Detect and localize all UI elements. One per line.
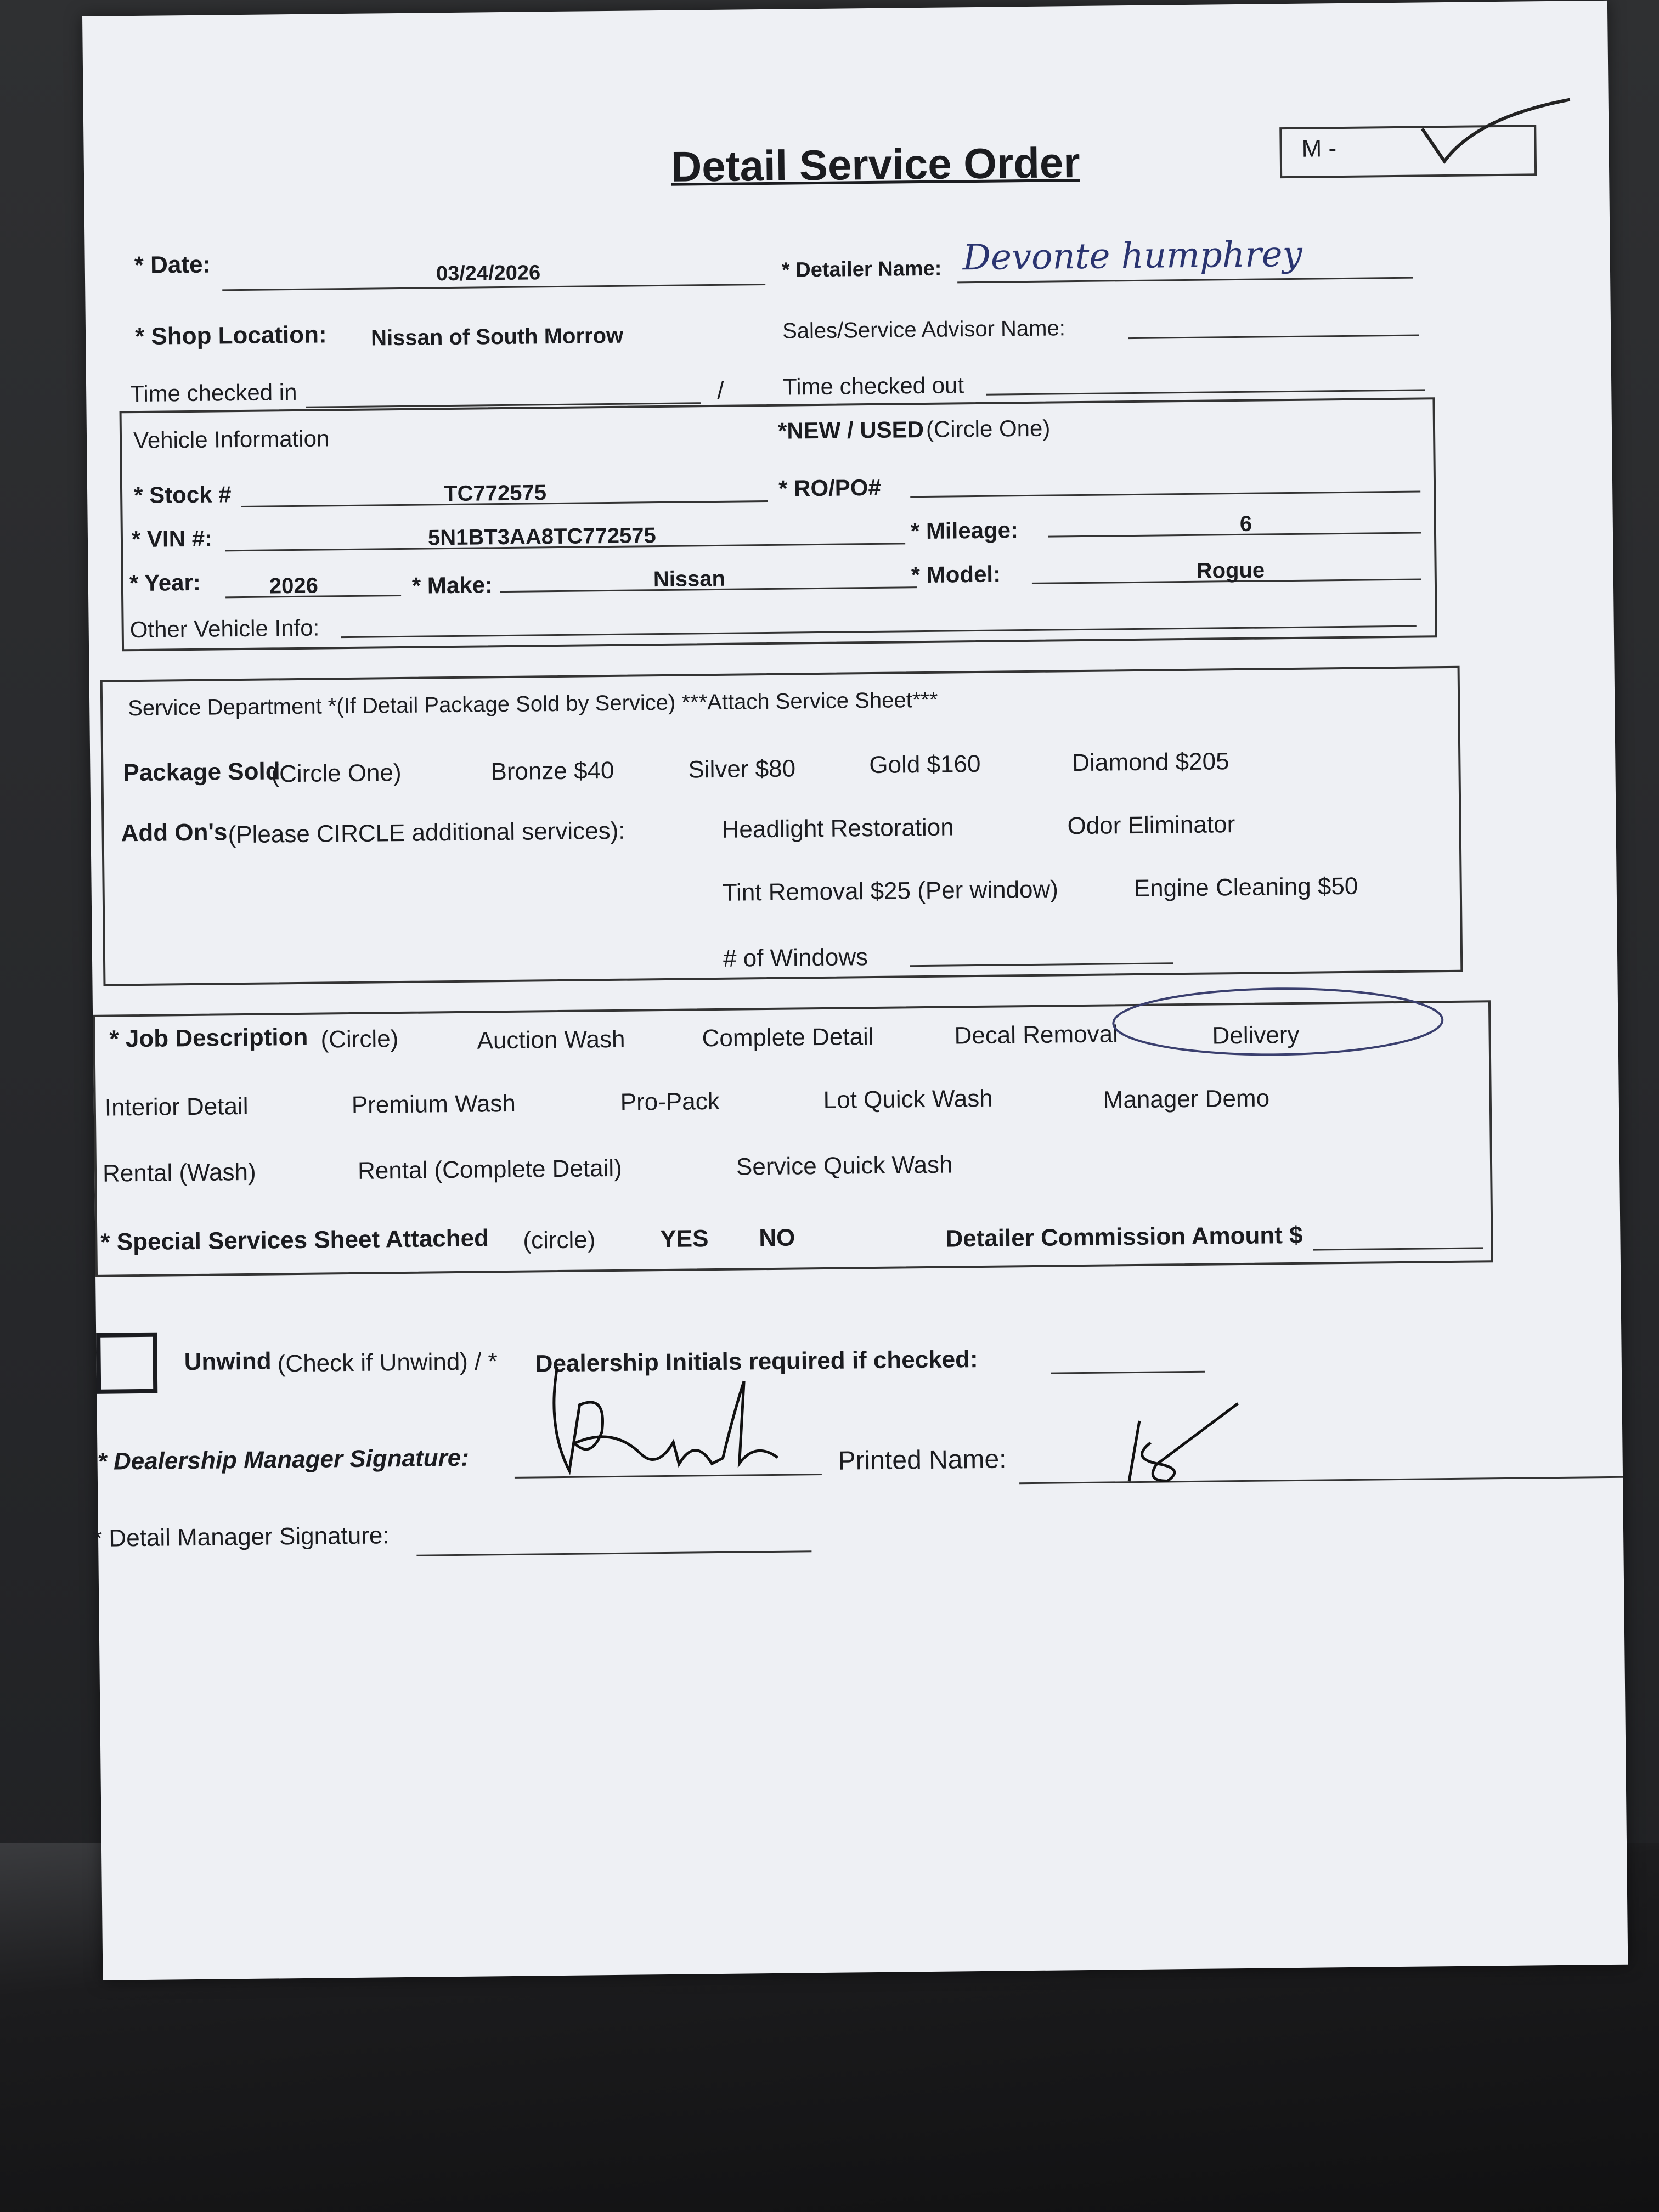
- job-hint: (Circle): [320, 1025, 399, 1053]
- unwind-hint: (Check if Unwind) / *: [277, 1348, 498, 1378]
- unwind-checkbox[interactable]: [96, 1333, 157, 1394]
- addons-label: Add On's: [121, 819, 228, 847]
- service-header: Service Department *(If Detail Package Sold by Service) ***Attach Service Sheet***: [127, 687, 938, 721]
- advisor-label: Sales/Service Advisor Name:: [782, 316, 1066, 343]
- special-services-hint: (circle): [523, 1226, 596, 1254]
- addon-headlight: Headlight Restoration: [721, 814, 954, 843]
- model-value: Rogue: [1196, 558, 1265, 583]
- job-auction-wash: Auction Wash: [477, 1025, 625, 1054]
- job-pro-pack: Pro-Pack: [620, 1087, 720, 1116]
- year-value: 2026: [269, 573, 319, 599]
- time-out-label: Time checked out: [782, 372, 964, 400]
- addons-hint: (Please CIRCLE additional services):: [228, 817, 625, 849]
- initials-line: [1051, 1371, 1205, 1374]
- shop-location-value: Nissan of South Morrow: [370, 323, 624, 351]
- addon-tint: Tint Removal $25 (Per window): [722, 876, 1059, 906]
- corner-box-label: M -: [1301, 135, 1337, 162]
- model-label: * Model:: [911, 561, 1001, 588]
- year-label: * Year:: [129, 569, 201, 596]
- commission-label: Detailer Commission Amount $: [945, 1221, 1303, 1252]
- ro-po-label: * RO/PO#: [778, 474, 882, 501]
- date-value: 03/24/2026: [436, 261, 541, 286]
- stock-label: * Stock #: [133, 481, 232, 509]
- job-rental-complete: Rental (Complete Detail): [357, 1154, 623, 1184]
- time-in-label: Time checked in: [129, 379, 297, 407]
- form-title: Detail Service Order: [670, 138, 1081, 191]
- time-out-line: [986, 389, 1425, 395]
- other-info-label: Other Vehicle Info:: [129, 614, 320, 643]
- special-services-label: * Special Services Sheet Attached: [100, 1224, 489, 1256]
- job-label: * Job Description: [109, 1023, 308, 1053]
- special-yes: YES: [660, 1225, 709, 1253]
- delivery-hand-circle: [1118, 973, 1448, 1064]
- initials-label: Dealership Initials required if checked:: [535, 1346, 978, 1378]
- job-rental-wash: Rental (Wash): [102, 1158, 256, 1187]
- package-gold: Gold $160: [869, 750, 981, 779]
- package-hint: (Circle One): [271, 759, 402, 788]
- unwind-label: Unwind: [184, 1347, 272, 1376]
- date-label: * Date:: [134, 251, 211, 279]
- package-silver: Silver $80: [688, 755, 796, 783]
- job-lot-quick-wash: Lot Quick Wash: [823, 1085, 993, 1114]
- addon-engine: Engine Cleaning $50: [1133, 872, 1358, 902]
- manager-signature-label: * Dealership Manager Signature:: [97, 1444, 470, 1475]
- printed-name-label: Printed Name:: [838, 1444, 1007, 1476]
- package-bronze: Bronze $40: [490, 757, 614, 786]
- advisor-line: [1128, 335, 1419, 340]
- make-value: Nissan: [653, 566, 726, 592]
- stock-value: TC772575: [443, 481, 547, 506]
- job-delivery: Delivery: [1212, 1021, 1300, 1049]
- new-used-label: *NEW / USED: [777, 416, 924, 444]
- job-interior-detail: Interior Detail: [104, 1092, 249, 1121]
- package-label: Package Sold: [123, 758, 280, 787]
- mileage-value: 6: [1239, 511, 1252, 536]
- shop-location-label: * Shop Location:: [134, 321, 327, 351]
- service-order-sheet: [82, 1, 1628, 1980]
- job-service-quick-wash: Service Quick Wash: [736, 1151, 953, 1181]
- addon-odor: Odor Eliminator: [1067, 811, 1235, 840]
- special-no: NO: [759, 1224, 795, 1252]
- detailer-name-handwritten: Devonte humphrey: [962, 234, 1303, 279]
- job-complete-detail: Complete Detail: [702, 1023, 874, 1052]
- detail-manager-signature-line: [416, 1550, 811, 1556]
- job-premium-wash: Premium Wash: [351, 1090, 516, 1119]
- vehicle-info-header: Vehicle Information: [133, 425, 330, 454]
- detailer-label: * Detailer Name:: [781, 257, 942, 282]
- make-label: * Make:: [411, 572, 493, 599]
- package-diamond: Diamond $205: [1072, 748, 1229, 777]
- time-slash: /: [716, 377, 724, 404]
- corner-checkmark: [1411, 94, 1577, 178]
- printed-name-initials: [1117, 1398, 1250, 1487]
- manager-signature: [514, 1358, 800, 1482]
- vin-value: 5N1BT3AA8TC772575: [427, 523, 656, 550]
- detail-manager-signature-label: * Detail Manager Signature:: [92, 1522, 390, 1552]
- printed-name-line: [1019, 1476, 1623, 1485]
- vin-label: * VIN #:: [131, 525, 213, 552]
- new-used-hint: (Circle One): [926, 415, 1051, 442]
- mileage-label: * Mileage:: [910, 517, 1019, 544]
- job-decal-removal: Decal Removal: [954, 1020, 1119, 1049]
- job-manager-demo: Manager Demo: [1103, 1085, 1270, 1114]
- windows-label: # of Windows: [723, 944, 868, 972]
- detailer-line: [957, 277, 1413, 284]
